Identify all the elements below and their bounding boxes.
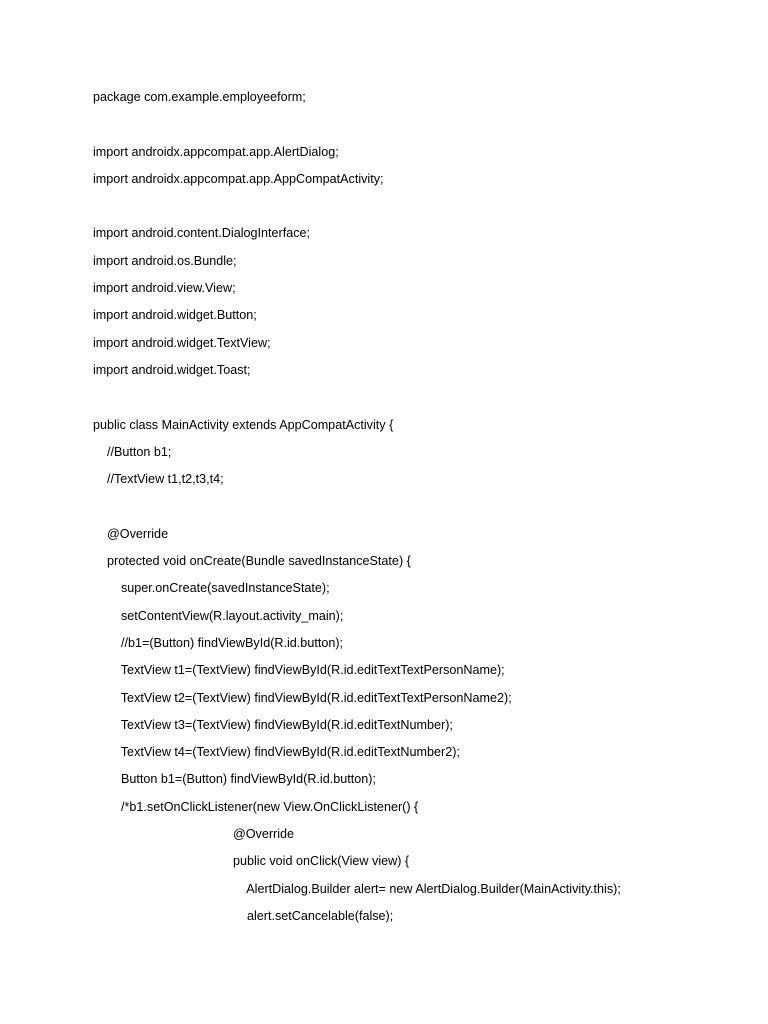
code-line: import android.widget.Button; [93, 308, 257, 323]
code-listing [93, 84, 733, 930]
code-line: setContentView(R.layout.activity_main); [93, 608, 344, 623]
code-line: @Override [93, 827, 295, 842]
code-line: import android.widget.TextView; [93, 335, 271, 350]
code-line: @Override [93, 526, 169, 541]
code-line [93, 193, 733, 220]
code-line: package com.example.employeeform; [93, 90, 306, 104]
code-line: import android.view.View; [93, 281, 236, 296]
code-line: import android.content.DialogInterface; [93, 226, 311, 241]
code-line: //TextView t1,t2,t3,t4; [93, 472, 224, 487]
code-line: import android.widget.Toast; [93, 362, 251, 377]
code-line [93, 493, 733, 520]
code-line: //Button b1; [93, 444, 172, 459]
code-line: super.onCreate(savedInstanceState); [93, 581, 330, 596]
code-line: /*b1.setOnClickListener(new View.OnClickListener() { [93, 799, 419, 814]
code-line: import android.os.Bundle; [93, 253, 237, 268]
code-line: AlertDialog.Builder alert= new AlertDialog.Builder(MainActivity.this); [93, 881, 621, 896]
code-line: protected void onCreate(Bundle savedInstanceState) { [93, 554, 411, 569]
code-line: TextView t2=(TextView) findViewById(R.id.editTextTextPersonName2); [93, 690, 512, 705]
code-line: //b1=(Button) findViewById(R.id.button); [93, 635, 344, 650]
code-line [93, 111, 733, 138]
code-line: TextView t1=(TextView) findViewById(R.id.editTextTextPersonName); [93, 663, 505, 678]
code-line [93, 384, 733, 411]
code-line: alert.setCancelable(false); [93, 908, 394, 923]
code-line: Button b1=(Button) findViewById(R.id.button); [93, 772, 376, 787]
code-line: import androidx.appcompat.app.AppCompatActivity; [93, 171, 384, 186]
code-line: TextView t4=(TextView) findViewById(R.id.editTextNumber2); [93, 745, 460, 760]
code-line: import androidx.appcompat.app.AlertDialog; [93, 144, 339, 159]
code-line: public void onClick(View view) { [93, 854, 410, 869]
code-line: TextView t3=(TextView) findViewById(R.id.editTextNumber); [93, 717, 453, 732]
code-line: public class MainActivity extends AppCompatActivity { [93, 417, 394, 432]
